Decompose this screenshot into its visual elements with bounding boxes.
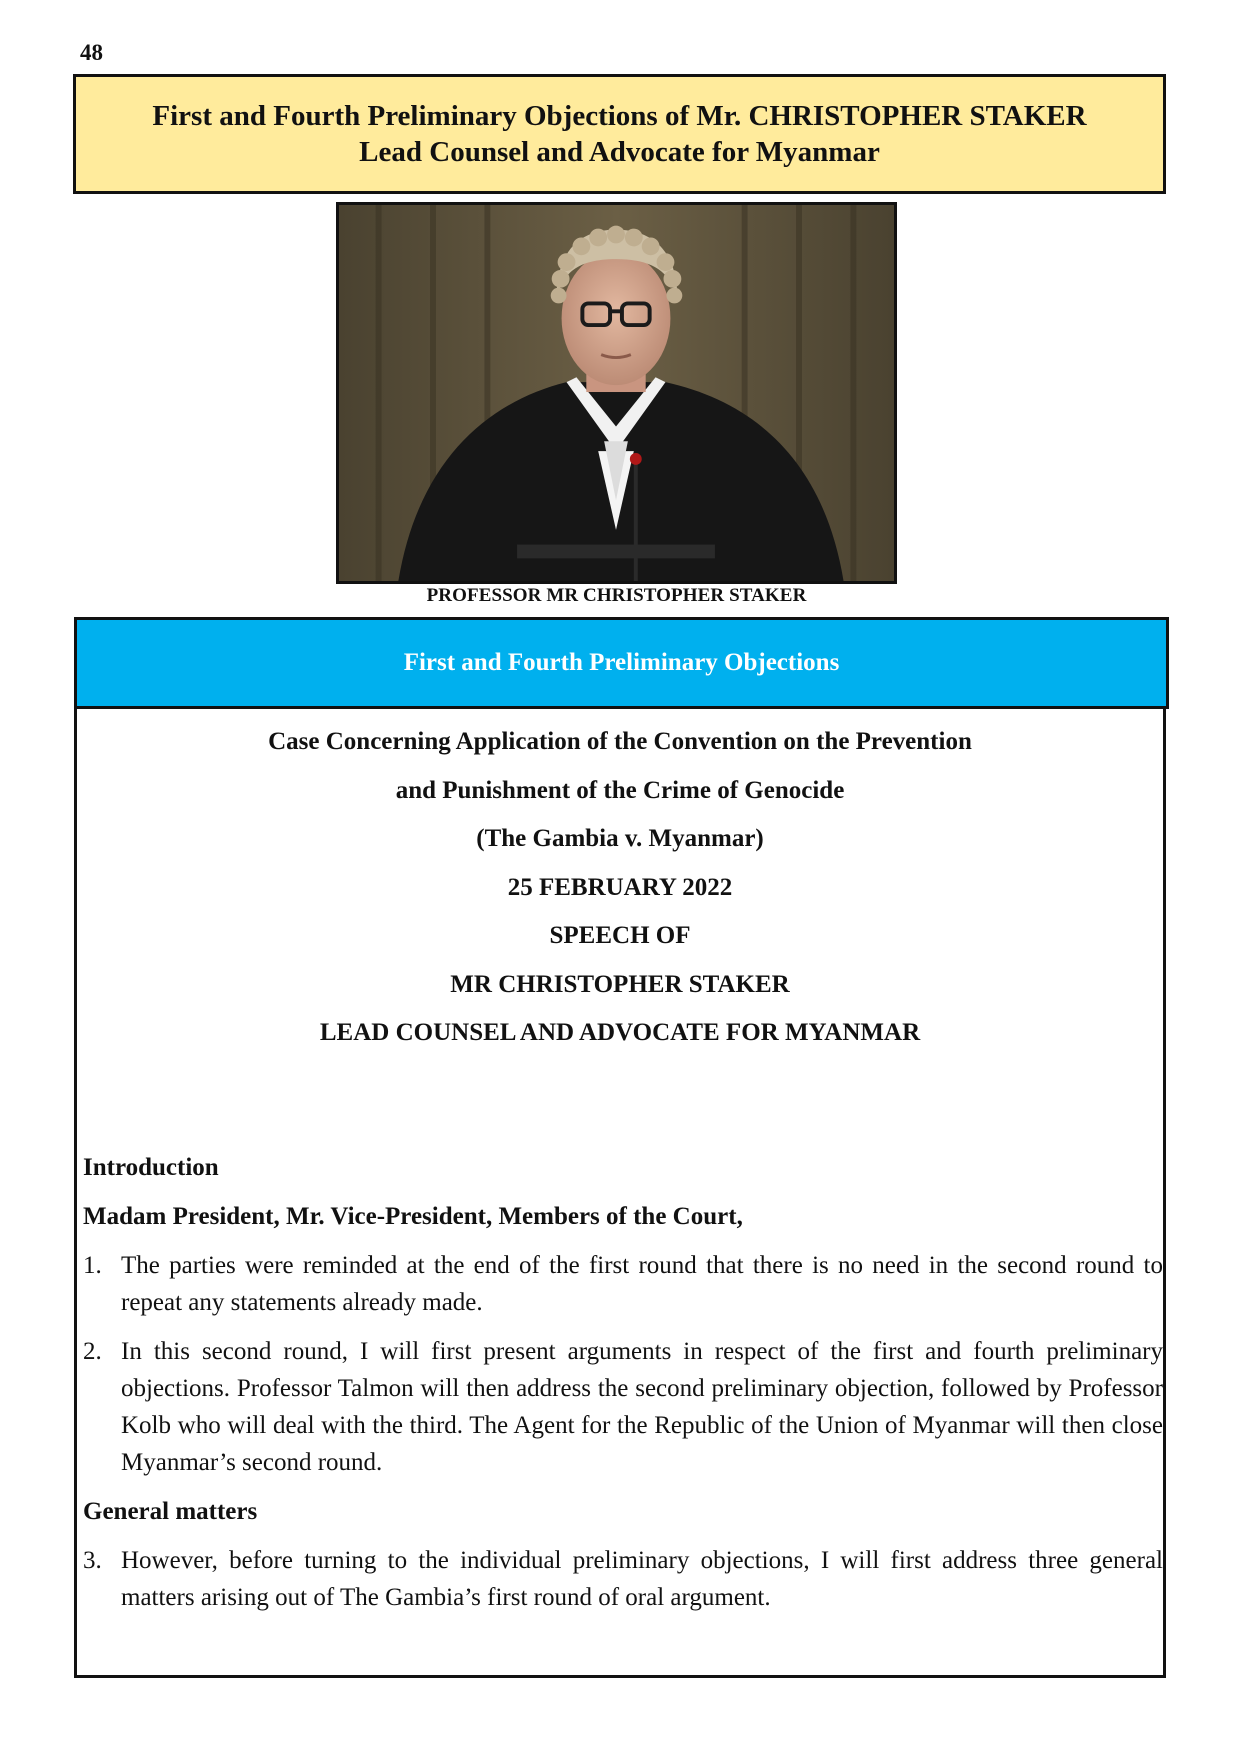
salutation: Madam President, Mr. Vice-President, Members of the Court, xyxy=(83,1203,743,1230)
title-line: LEAD COUNSEL AND ADVOCATE FOR MYANMAR xyxy=(319,1019,921,1046)
portrait-photo-graphic xyxy=(339,205,894,581)
title-line: SPEECH OF xyxy=(549,922,691,949)
paragraph-text: However, before turning to the individual preliminary objections, I will first address three general matters arising out of The Gambia’s first round of oral argument. xyxy=(121,1547,1163,1611)
paragraph-text: The parties were reminded at the end of the first round that there is no need in the second round to repeat any statements already made. xyxy=(121,1252,1163,1316)
section-heading-introduction: Introduction xyxy=(83,1154,219,1181)
header-title-line1: First and Fourth Preliminary Objections of Mr. CHRISTOPHER STAKER xyxy=(152,100,1087,132)
speech-body xyxy=(83,1149,1163,1628)
paragraph-text: In this second round, I will first present arguments in respect of the first and fourth preliminary objections. Professor Talmon will then address the second preliminary objection, followed by Professor Kolb who will deal with the third. The Agent for the Republic of the Union of Myanmar will then close Myanmar’s second round. xyxy=(121,1338,1163,1476)
section-heading-general-matters: General matters xyxy=(83,1498,258,1525)
numbered-paragraph xyxy=(83,1542,1163,1616)
title-line: and Punishment of the Crime of Genocide xyxy=(395,776,845,804)
title-line: 25 FEBRUARY 2022 xyxy=(507,873,733,901)
paragraph-number: 1. xyxy=(83,1252,102,1279)
paragraph-number: 3. xyxy=(83,1547,102,1574)
section-banner xyxy=(74,617,1169,709)
numbered-paragraph xyxy=(83,1247,1163,1321)
title-line: Case Concerning Application of the Convention on the Prevention xyxy=(268,728,972,755)
speech-content-box xyxy=(74,706,1166,1678)
section-banner-title: First and Fourth Preliminary Objections xyxy=(403,649,840,676)
header-title-line2: Lead Counsel and Advocate for Myanmar xyxy=(359,136,880,168)
numbered-paragraph xyxy=(83,1333,1163,1481)
paragraph-number: 2. xyxy=(83,1338,102,1365)
speech-title-block xyxy=(77,709,1163,1058)
header-box xyxy=(73,74,1166,194)
photo-caption: PROFESSOR MR CHRISTOPHER STAKER xyxy=(426,585,807,606)
title-line: (The Gambia v. Myanmar) xyxy=(476,825,764,852)
page-number: 48 xyxy=(80,40,103,65)
title-line: MR CHRISTOPHER STAKER xyxy=(450,970,790,998)
portrait-photo xyxy=(336,202,897,584)
